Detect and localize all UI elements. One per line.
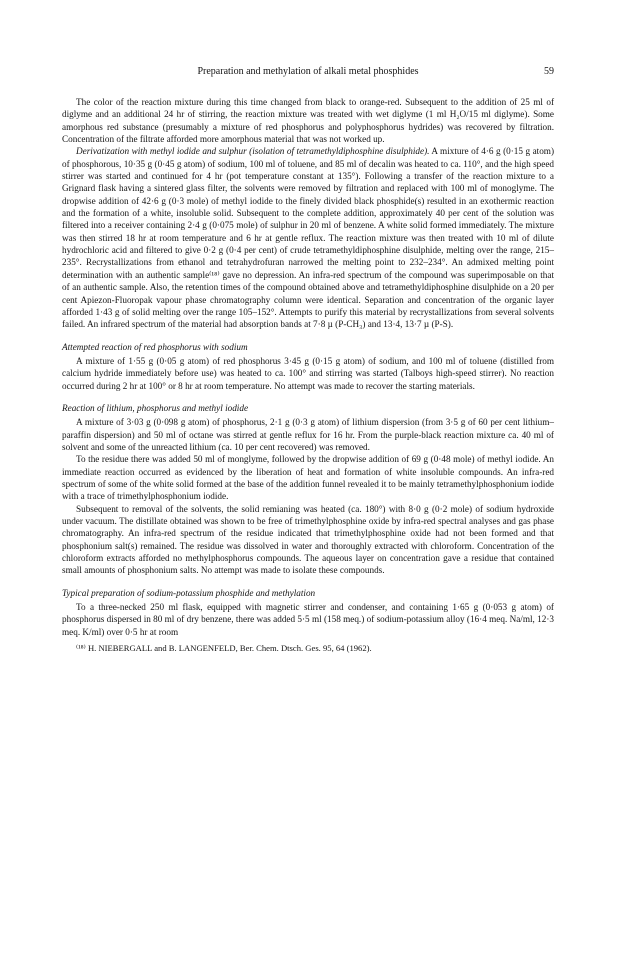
section-text-red-phosphorus: A mixture of 1·55 g (0·05 g atom) of red phosphorus 3·45 g (0·15 g atom) of sodium, and 100 ml of toluene (distilled from calcium hydride immediately before use) was heated to ca. 100° and stirring was started (Talboys high-speed stirrer). No reaction occurred during 2 hr at 100° or 8 hr at room temperature. No attempt was made to recover the starting materials.: [62, 355, 554, 391]
footnote-reference-18: ⁽¹⁸⁾ H. NIEBERGALL and B. LANGENFELD, Ber. Chem. Dtsch. Ges. 95, 64 (1962).: [76, 643, 372, 654]
page-number: 59: [544, 66, 554, 77]
document-page: [62, 66, 554, 654]
section-heading-sodium-potassium: Typical preparation of sodium-potassium phosphide and methylation: [62, 587, 316, 598]
section-heading-lithium: Reaction of lithium, phosphorus and methyl iodide: [62, 402, 249, 413]
section-text-lithium-1: A mixture of 3·03 g (0·098 g atom) of phosphorus, 2·1 g (0·3 g atom) of lithium dispersion (from 3·5 g of 60 per cent lithium–paraffin dispersion) and 50 ml of octane was stirred at gentle reflux for 16 hr. From the purple-black reaction mixture ca. 40 ml of solvent and some of the unreacted lithium (ca. 10 per cent recovered) was removed.: [62, 417, 554, 452]
section-text-lithium-3: Subsequent to removal of the solvents, the solid remianing was heated (ca. 180°) with 8·0 g (0·2 mole) of sodium hydroxide under vacuum. The distillate obtained was shown to be free of trimethylphosphine oxide by infra-red spectral analyses and gas phase chromatography. An infra-red spectrum of the residue indicated that trimethylphosphine oxide had not been formed and that phosphonium salt(s) remained. The residue was dissolved in water and thoroughly extracted with chloroform. Concentration of the chloroform extracts afforded no methylphosphorus compounds. The aqueous layer on concentration gave a residue that contained small amounts of phosphonium salts. No attempt was made to isolate these compounds.: [62, 503, 554, 576]
section-heading-red-phosphorus: Attempted reaction of red phosphorus with sodium: [62, 341, 248, 352]
section-text-sodium-potassium: To a three-necked 250 ml flask, equipped with magnetic stirrer and condenser, and containing 1·65 g (0·053 g atom) of phosphorus dispersed in 80 ml of dry benzene, there was added 5·5 ml (158 meq.) of sodium-potassium alloy (16·4 meq. Na/ml, 12·3 meq. K/ml) over 0·5 hr at room: [62, 602, 554, 637]
page-header: [62, 66, 554, 80]
paragraph-color-change: The color of the reaction mixture during this time changed from black to orange-red. Subsequent to the addition of 25 ml of diglyme and an additional 24 hr of stirring, the reaction mixture was treated with wet diglyme (1 ml H₂O/15 ml diglyme). Some amorphous red substance (presumably a mixture of red phosphorus and polyphosphorus hydrides) was recovered by filtration. Concentration of the filtrate afforded more amorphous material that was not worked up.: [62, 97, 554, 145]
section-text-derivatization: A mixture of 4·6 g (0·15 g atom) of phosphorous, 10·35 g (0·45 g atom) of sodium, 100 ml of toluene, and 85 ml of decalin was heated to ca. 110°, and the high speed stirrer was started and continued for 4 hr (pot temperature constant at 135°). Following a transfer of the reaction mixture to a Grignard flask having a sintered glass filter, the solvents were removed by filtration and replaced with 100 ml of monoglyme. The dropwise addition of 42·6 g (0·3 mole) of methyl iodide to the finely divided black phosphide(s) resulted in an exothermic reaction and the formation of a white, insoluble solid. Subsequent to the complete addition, approximately 40 per cent of the solution was filtered into a receiver containing 2·4 g (0·075 mole) of sulphur in 20 ml of benzene. A white solid formed immediately. The mixture was then stirred 18 hr at room temperature and 6 hr at gentle reflux. The reaction mixture was then treated with 10 ml of dilute hydrochloric acid and filtered to give 0·2 g (0·4 per cent) of crude tetramethyldiphosphine disulphide, melting over the range, 215–235°. Recrystallizations from ethanol and tetrahydrofuran narrowed the melting point to 232–234°. An admixed melting point determination with an authentic sample⁽¹⁸⁾ gave no depression. An infra-red spectrum of the compound was superimposable on that of an authentic sample. Also, the retention times of the compound obtained above and tetramethyldiphosphine disulphide on a 20 per cent Apiezon-Fluoropak vapour phase chromatography column were identical. Separation and concentration of the organic layer afforded 1·43 g of solid melting over the range 105–152°. Attempts to purify this material by recrystallizations from several solvents failed. An infrared spectrum of the material had absorption bands at 7·8 µ (P-CH₃) and 13·4, 13·7 µ (P-S).: [62, 146, 554, 330]
running-title: Preparation and methylation of alkali metal phosphides: [197, 66, 419, 77]
section-heading-derivatization: Derivatization with methyl iodide and sulphur (isolation of tetramethyldiphosphine disulphide).: [76, 146, 430, 157]
section-text-lithium-2: To the residue there was added 50 ml of monglyme, followed by the dropwise addition of 69 g (0·48 mole) of methyl iodide. An immediate reaction occurred as evidenced by the liberation of heat and formation of white insoluble compounds. An infra-red spectrum of some of the white solid formed at the base of the addition funnel revealed it to be mainly tetramethylphosphonium iodide with a trace of trimethylphosphonium iodide.: [62, 454, 554, 502]
section-derivatization: [62, 145, 554, 330]
